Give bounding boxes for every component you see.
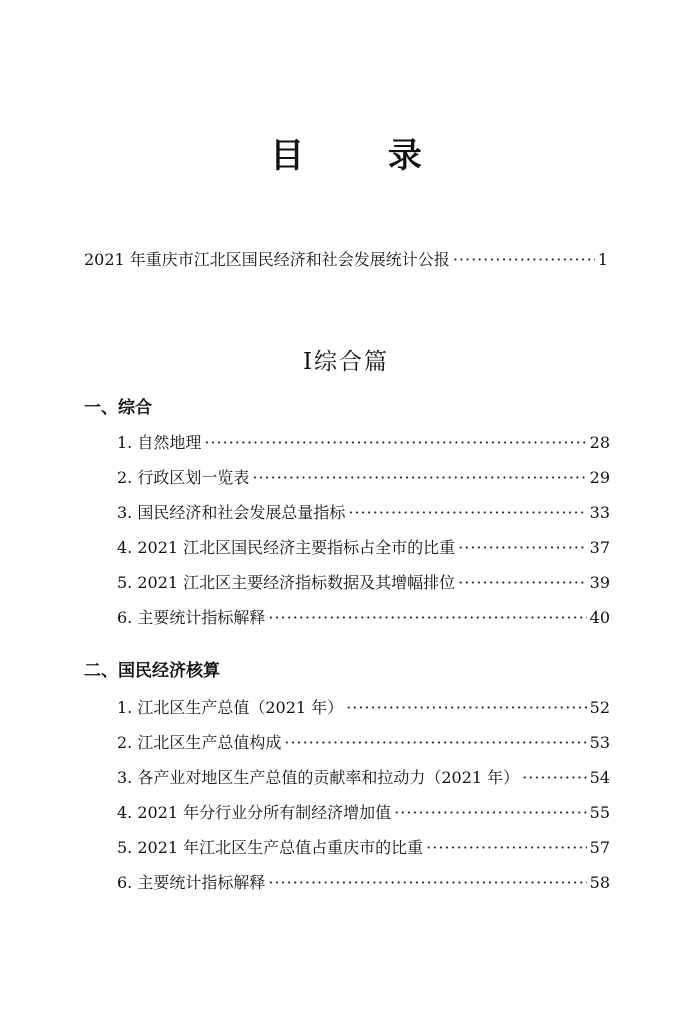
- toc-entry-page: 55: [589, 803, 610, 822]
- toc-entry-page: 37: [589, 538, 610, 557]
- toc-entry[interactable]: [117, 573, 610, 593]
- toc-entry-label: 4. 2021 年分行业分所有制经济增加值: [117, 803, 392, 822]
- toc-entry-label: 5. 2021 年江北区生产总值占重庆市的比重: [117, 838, 424, 857]
- dot-leader: [522, 768, 586, 788]
- toc-entry-label: 1. 自然地理: [117, 433, 202, 452]
- section-heading: 一、综合: [84, 398, 152, 418]
- toc-entry-label: 3. 国民经济和社会发展总量指标: [117, 503, 346, 522]
- part-title: Ⅰ综合篇: [302, 349, 390, 375]
- toc-entry-label: 3. 各产业对地区生产总值的贡献率和拉动力（2021 年）: [117, 768, 520, 787]
- toc-entry-label: 6. 主要统计指标解释: [117, 873, 266, 892]
- dot-leader: [453, 250, 595, 270]
- toc-entry-page: 29: [589, 468, 610, 487]
- toc-entry[interactable]: [117, 873, 610, 893]
- dot-leader: [346, 698, 586, 718]
- toc-entry-label: 6. 主要统计指标解释: [117, 608, 266, 627]
- toc-entry[interactable]: [117, 433, 610, 453]
- toc-entry-label: 2021 年重庆市江北区国民经济和社会发展统计公报: [84, 250, 450, 269]
- toc-entry-label: 2. 江北区生产总值构成: [117, 733, 282, 752]
- dot-leader: [394, 803, 586, 823]
- dot-leader: [458, 573, 586, 593]
- toc-entry-page: 40: [589, 608, 610, 627]
- toc-entry[interactable]: [117, 838, 610, 858]
- dot-leader: [348, 503, 586, 523]
- toc-entry[interactable]: [117, 503, 610, 523]
- toc-entry-page: 53: [589, 733, 610, 752]
- toc-entry-page: 57: [589, 838, 610, 857]
- dot-leader: [284, 733, 586, 753]
- toc-entry[interactable]: [117, 608, 610, 628]
- dot-leader: [268, 608, 586, 628]
- dot-leader: [268, 873, 586, 893]
- dot-leader: [252, 468, 586, 488]
- toc-entry-page: 1: [597, 250, 608, 269]
- toc-entry-page: 58: [589, 873, 610, 892]
- toc-entry[interactable]: [117, 538, 610, 558]
- toc-entry[interactable]: [117, 768, 610, 788]
- dot-leader: [204, 433, 586, 453]
- toc-entry-label: 2. 行政区划一览表: [117, 468, 250, 487]
- toc-entry-page: 33: [589, 503, 610, 522]
- toc-entry[interactable]: [117, 803, 610, 823]
- dot-leader: [426, 838, 586, 858]
- toc-entry-label: 5. 2021 江北区主要经济指标数据及其增幅排位: [117, 573, 456, 592]
- toc-entry-label: 4. 2021 江北区国民经济主要指标占全市的比重: [117, 538, 456, 557]
- dot-leader: [458, 538, 586, 558]
- toc-entry-bulletin[interactable]: [84, 250, 608, 270]
- toc-entry-page: 39: [589, 573, 610, 592]
- toc-entry-label: 1. 江北区生产总值（2021 年）: [117, 698, 344, 717]
- toc-entry-page: 28: [589, 433, 610, 452]
- toc-entry-page: 54: [589, 768, 610, 787]
- toc-entry-page: 52: [589, 698, 610, 717]
- section-heading: 二、国民经济核算: [84, 661, 220, 681]
- page-title: 目 录: [270, 136, 458, 176]
- toc-entry[interactable]: [117, 468, 610, 488]
- toc-entry[interactable]: [117, 698, 610, 718]
- toc-entry[interactable]: [117, 733, 610, 753]
